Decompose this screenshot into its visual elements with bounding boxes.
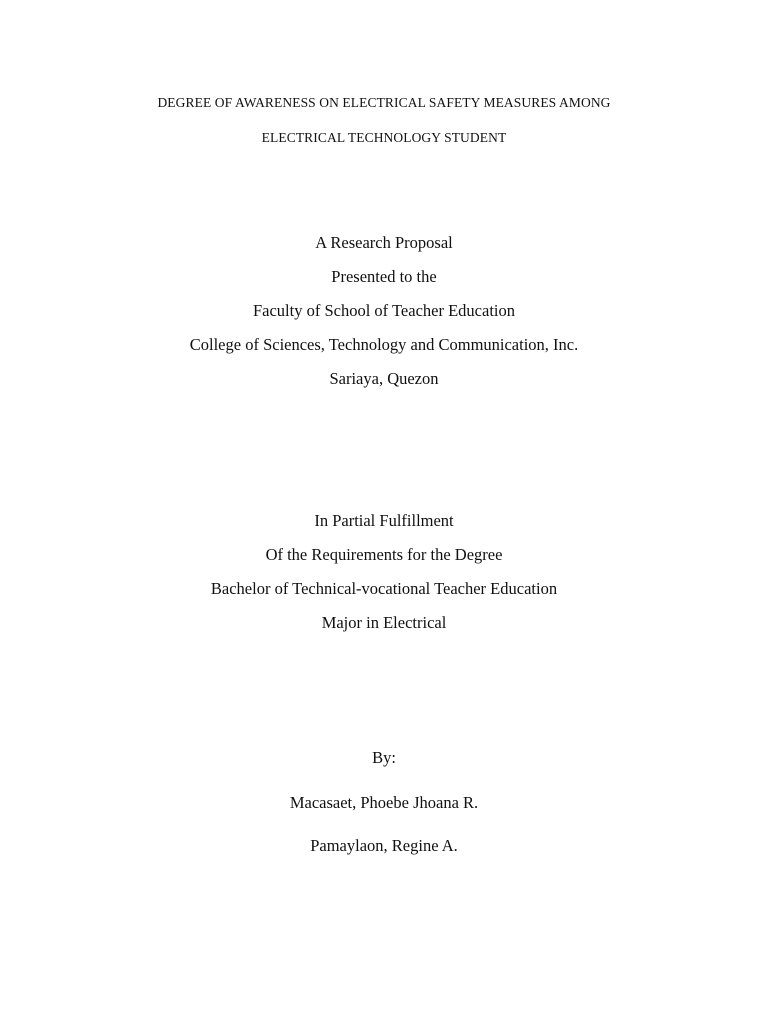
title-line-1: DEGREE OF AWARENESS ON ELECTRICAL SAFETY MEASURES AMONG xyxy=(157,95,611,110)
proposal-type: A Research Proposal xyxy=(315,233,453,252)
college-line: College of Sciences, Technology and Communication, Inc. xyxy=(189,335,579,354)
by-label: By: xyxy=(372,748,396,767)
author-name: Pamaylaon, Regine A. xyxy=(310,836,458,855)
fulfillment-line: In Partial Fulfillment xyxy=(314,511,454,530)
presented-to: Presented to the xyxy=(331,267,437,286)
major-line: Major in Electrical xyxy=(321,613,447,632)
author-name: Macasaet, Phoebe Jhoana R. xyxy=(289,793,479,812)
location-line: Sariaya, Quezon xyxy=(329,369,439,388)
degree-line: Bachelor of Technical-vocational Teacher Education xyxy=(210,579,558,598)
title-line-2: ELECTRICAL TECHNOLOGY STUDENT xyxy=(261,130,507,145)
faculty-line: Faculty of School of Teacher Education xyxy=(252,301,515,320)
requirements-line: Of the Requirements for the Degree xyxy=(265,545,503,564)
